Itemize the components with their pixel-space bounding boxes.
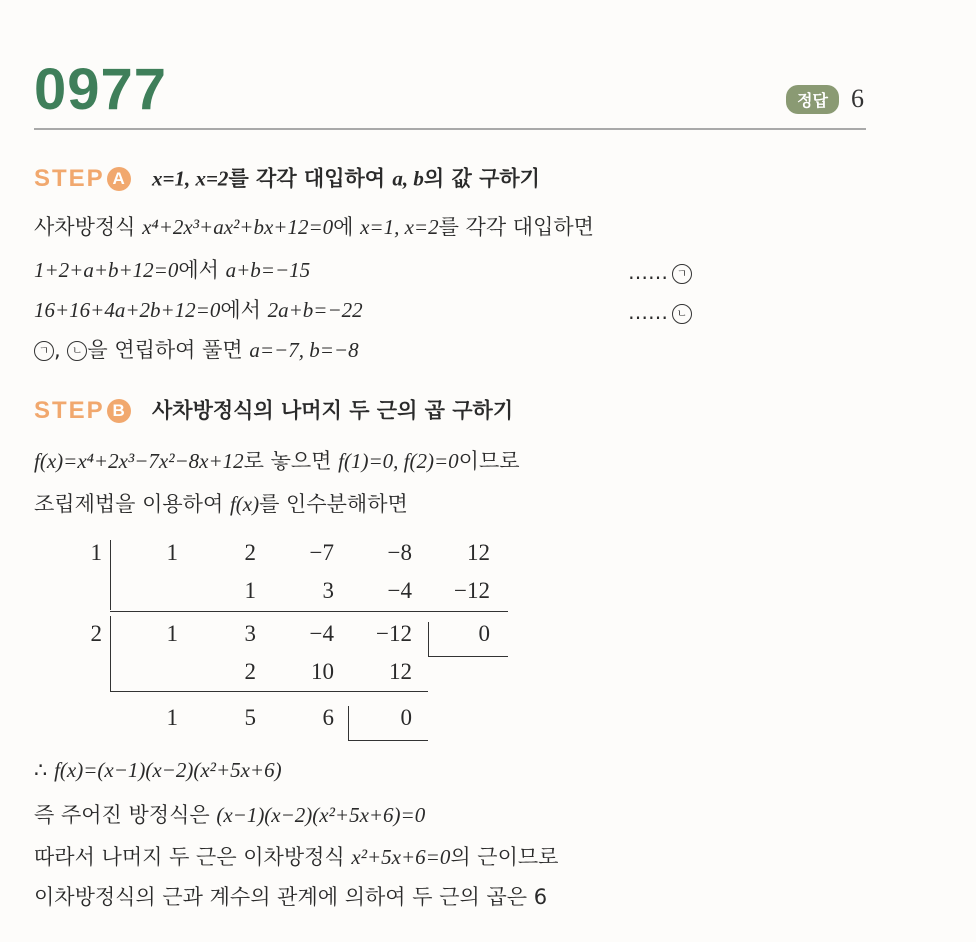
- r2-c5: −12: [454, 578, 490, 603]
- remainder-hline-1: [428, 656, 508, 657]
- r3-c2: 3: [244, 621, 256, 646]
- divisor-1: 1: [90, 540, 102, 565]
- answer-badge: 정답: [786, 85, 839, 114]
- r2-c4: −4: [387, 578, 412, 603]
- step-b-label: STEP B: [34, 397, 131, 426]
- r1-c1: 1: [166, 540, 178, 565]
- circled-nieun-icon: ㄴ: [672, 304, 692, 324]
- r3-c3: −4: [309, 621, 334, 646]
- step-a-heading: [34, 165, 540, 194]
- division-vline-2: [110, 616, 111, 691]
- r3-c1: 1: [166, 621, 178, 646]
- marker-1: …… ㄱ: [628, 260, 692, 284]
- r1-c2: 2: [244, 540, 256, 565]
- r2-c2: 1: [244, 578, 256, 603]
- conclusion-line2: 즉 주어진 방정식은 (x−1)(x−2)(x²+5x+6)=0: [34, 803, 426, 827]
- circled-giyeok-icon: ㄱ: [34, 341, 54, 361]
- circled-nieun-icon: ㄴ: [67, 341, 87, 361]
- r1-c5: 12: [467, 540, 490, 565]
- therefore-icon: ∴: [34, 758, 48, 782]
- quartic-equation: x⁴+2x³+ax²+bx+12=0: [142, 215, 334, 239]
- step-a-title-math: x=1, x=2: [152, 166, 229, 191]
- answer-box: [786, 84, 864, 114]
- divisor-2: 2: [90, 621, 102, 646]
- r5-c2: 5: [244, 705, 256, 730]
- division-hline-2: [110, 691, 428, 692]
- conclusion-line4: 이차방정식의 근과 계수의 관계에 의하여 두 근의 곱은 6: [34, 885, 548, 909]
- step-a-title-end: 의 값 구하기: [423, 166, 540, 191]
- division-vline-1: [110, 540, 111, 610]
- r1-c3: −7: [309, 540, 334, 565]
- circled-giyeok-icon: ㄱ: [672, 264, 692, 284]
- step-a-line4: ㄱ , ㄴ 을 연립하여 풀면 a=−7, b=−8: [34, 338, 359, 363]
- step-b-line1: f(x)=x⁴+2x³−7x²−8x+12로 놓으면 f(1)=0, f(2)=0이므로: [34, 449, 520, 473]
- step-a-title-text: 를 각각 대입하여: [228, 166, 393, 191]
- step-a-line2: 1+2+a+b+12=0에서 a+b=−15: [34, 258, 311, 282]
- step-a-label: STEP A: [34, 165, 131, 194]
- step-a-line3: 16+16+4a+2b+12=0에서 2a+b=−22: [34, 298, 363, 322]
- r2-c3: 3: [322, 578, 334, 603]
- remainder-vline-1: [428, 622, 429, 656]
- marker-2: …… ㄴ: [628, 300, 692, 324]
- remainder-vline-2: [348, 706, 349, 740]
- step-b-heading: [34, 397, 513, 426]
- header-divider: [34, 128, 866, 130]
- r4-c2: 2: [244, 659, 256, 684]
- division-hline-1: [110, 611, 508, 612]
- r5-c1: 1: [166, 705, 178, 730]
- step-b-line2: 조립제법을 이용하여 f(x)를 인수분해하면: [34, 492, 408, 516]
- conclusion-line1: ∴ f(x)=(x−1)(x−2)(x²+5x+6): [34, 758, 282, 782]
- remainder-hline-2: [348, 740, 428, 741]
- r4-c4: 12: [389, 659, 412, 684]
- r1-c4: −8: [387, 540, 412, 565]
- step-a-line1: 사차방정식 x⁴+2x³+ax²+bx+12=0에 x=1, x=2를 각각 대입하면: [34, 215, 594, 239]
- step-b-title: 사차방정식의 나머지 두 근의 곱 구하기: [152, 398, 514, 423]
- step-a-circle: A: [107, 167, 131, 191]
- problem-number: 0977: [34, 57, 168, 122]
- r5-c4: 0: [400, 705, 412, 730]
- answer-value: 6: [851, 84, 864, 113]
- r3-c4: −12: [376, 621, 412, 646]
- step-a-title-vars: a, b: [392, 166, 424, 191]
- r3-c5: 0: [478, 621, 490, 646]
- step-b-circle: B: [107, 399, 131, 423]
- r4-c3: 10: [311, 659, 334, 684]
- conclusion-line3: 따라서 나머지 두 근은 이차방정식 x²+5x+6=0의 근이므로: [34, 845, 559, 869]
- r5-c3: 6: [322, 705, 334, 730]
